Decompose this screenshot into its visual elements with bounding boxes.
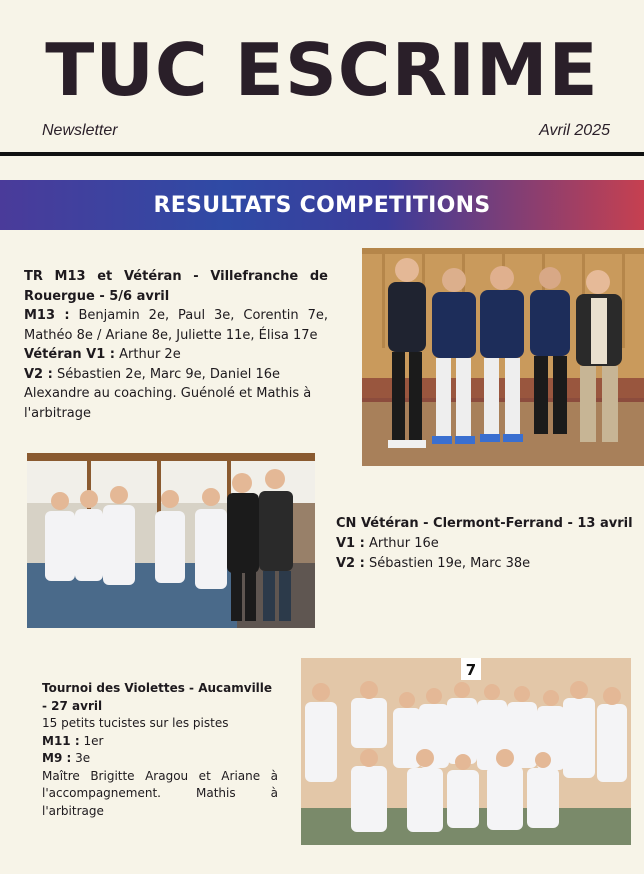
competition-clermont (336, 514, 636, 574)
category-results: Arthur 16e (364, 536, 439, 551)
category-label: V2 : (24, 366, 53, 382)
header-divider (0, 152, 644, 156)
result-veteran-v1 (24, 345, 328, 365)
result-v2 (336, 554, 636, 574)
category-label: M13 : (24, 308, 70, 323)
result-m11 (42, 733, 278, 751)
newsletter-title: TUC ESCRIME (45, 28, 599, 112)
category-label: M9 : (42, 751, 72, 765)
category-results: Sébastien 2e, Marc 9e, Daniel 16e (52, 366, 280, 382)
category-results: Sébastien 19e, Marc 38e (364, 556, 531, 571)
category-results: Benjamin 2e, Paul 3e, Corentin 7e, Mathéo 8e / Ariane 8e, Juliette 11e, Élisa 17e (24, 308, 328, 343)
result-m13 (24, 306, 328, 345)
photo-veteran-group (362, 248, 644, 466)
competition-note: Maître Brigitte Aragou et Ariane à l'accompagnement. Mathis à l'arbitrage (42, 768, 278, 818)
newsletter-label: Newsletter (42, 122, 118, 139)
participants-text: 15 petits tucistes sur les pistes (42, 716, 229, 730)
category-results: 1er (79, 733, 104, 748)
result-m9 (42, 750, 278, 768)
competition-title: CN Vétéran - Clermont-Ferrand - 13 avril (336, 516, 633, 531)
issue-date: Avril 2025 (539, 122, 610, 139)
category-results: Arthur 2e (115, 347, 181, 362)
competition-title: Tournoi des Violettes - Aucamville - 27 avril (42, 681, 273, 713)
result-v2 (24, 365, 328, 385)
category-label: V1 : (336, 536, 365, 551)
competition-title: TR M13 et Vétéran - Villefranche de Rouergue - 5/6 avril (24, 269, 328, 304)
photo-m13-group (27, 453, 315, 628)
category-label: M11 : (42, 733, 80, 748)
category-label: V2 : (336, 556, 365, 571)
category-label: Vétéran V1 : (24, 347, 115, 362)
competition-aucamville (42, 680, 278, 820)
result-v1 (336, 534, 636, 554)
category-results: 3e (71, 751, 91, 765)
competition-note: Alexandre au coaching. Guénolé et Mathis à l'arbitrage (24, 386, 312, 421)
photo-violettes-group (301, 658, 631, 845)
number-sign: 7 (465, 661, 477, 679)
section-title: RESULTATS COMPETITIONS (153, 192, 491, 218)
section-banner (0, 180, 644, 230)
competition-villefranche (24, 267, 328, 423)
